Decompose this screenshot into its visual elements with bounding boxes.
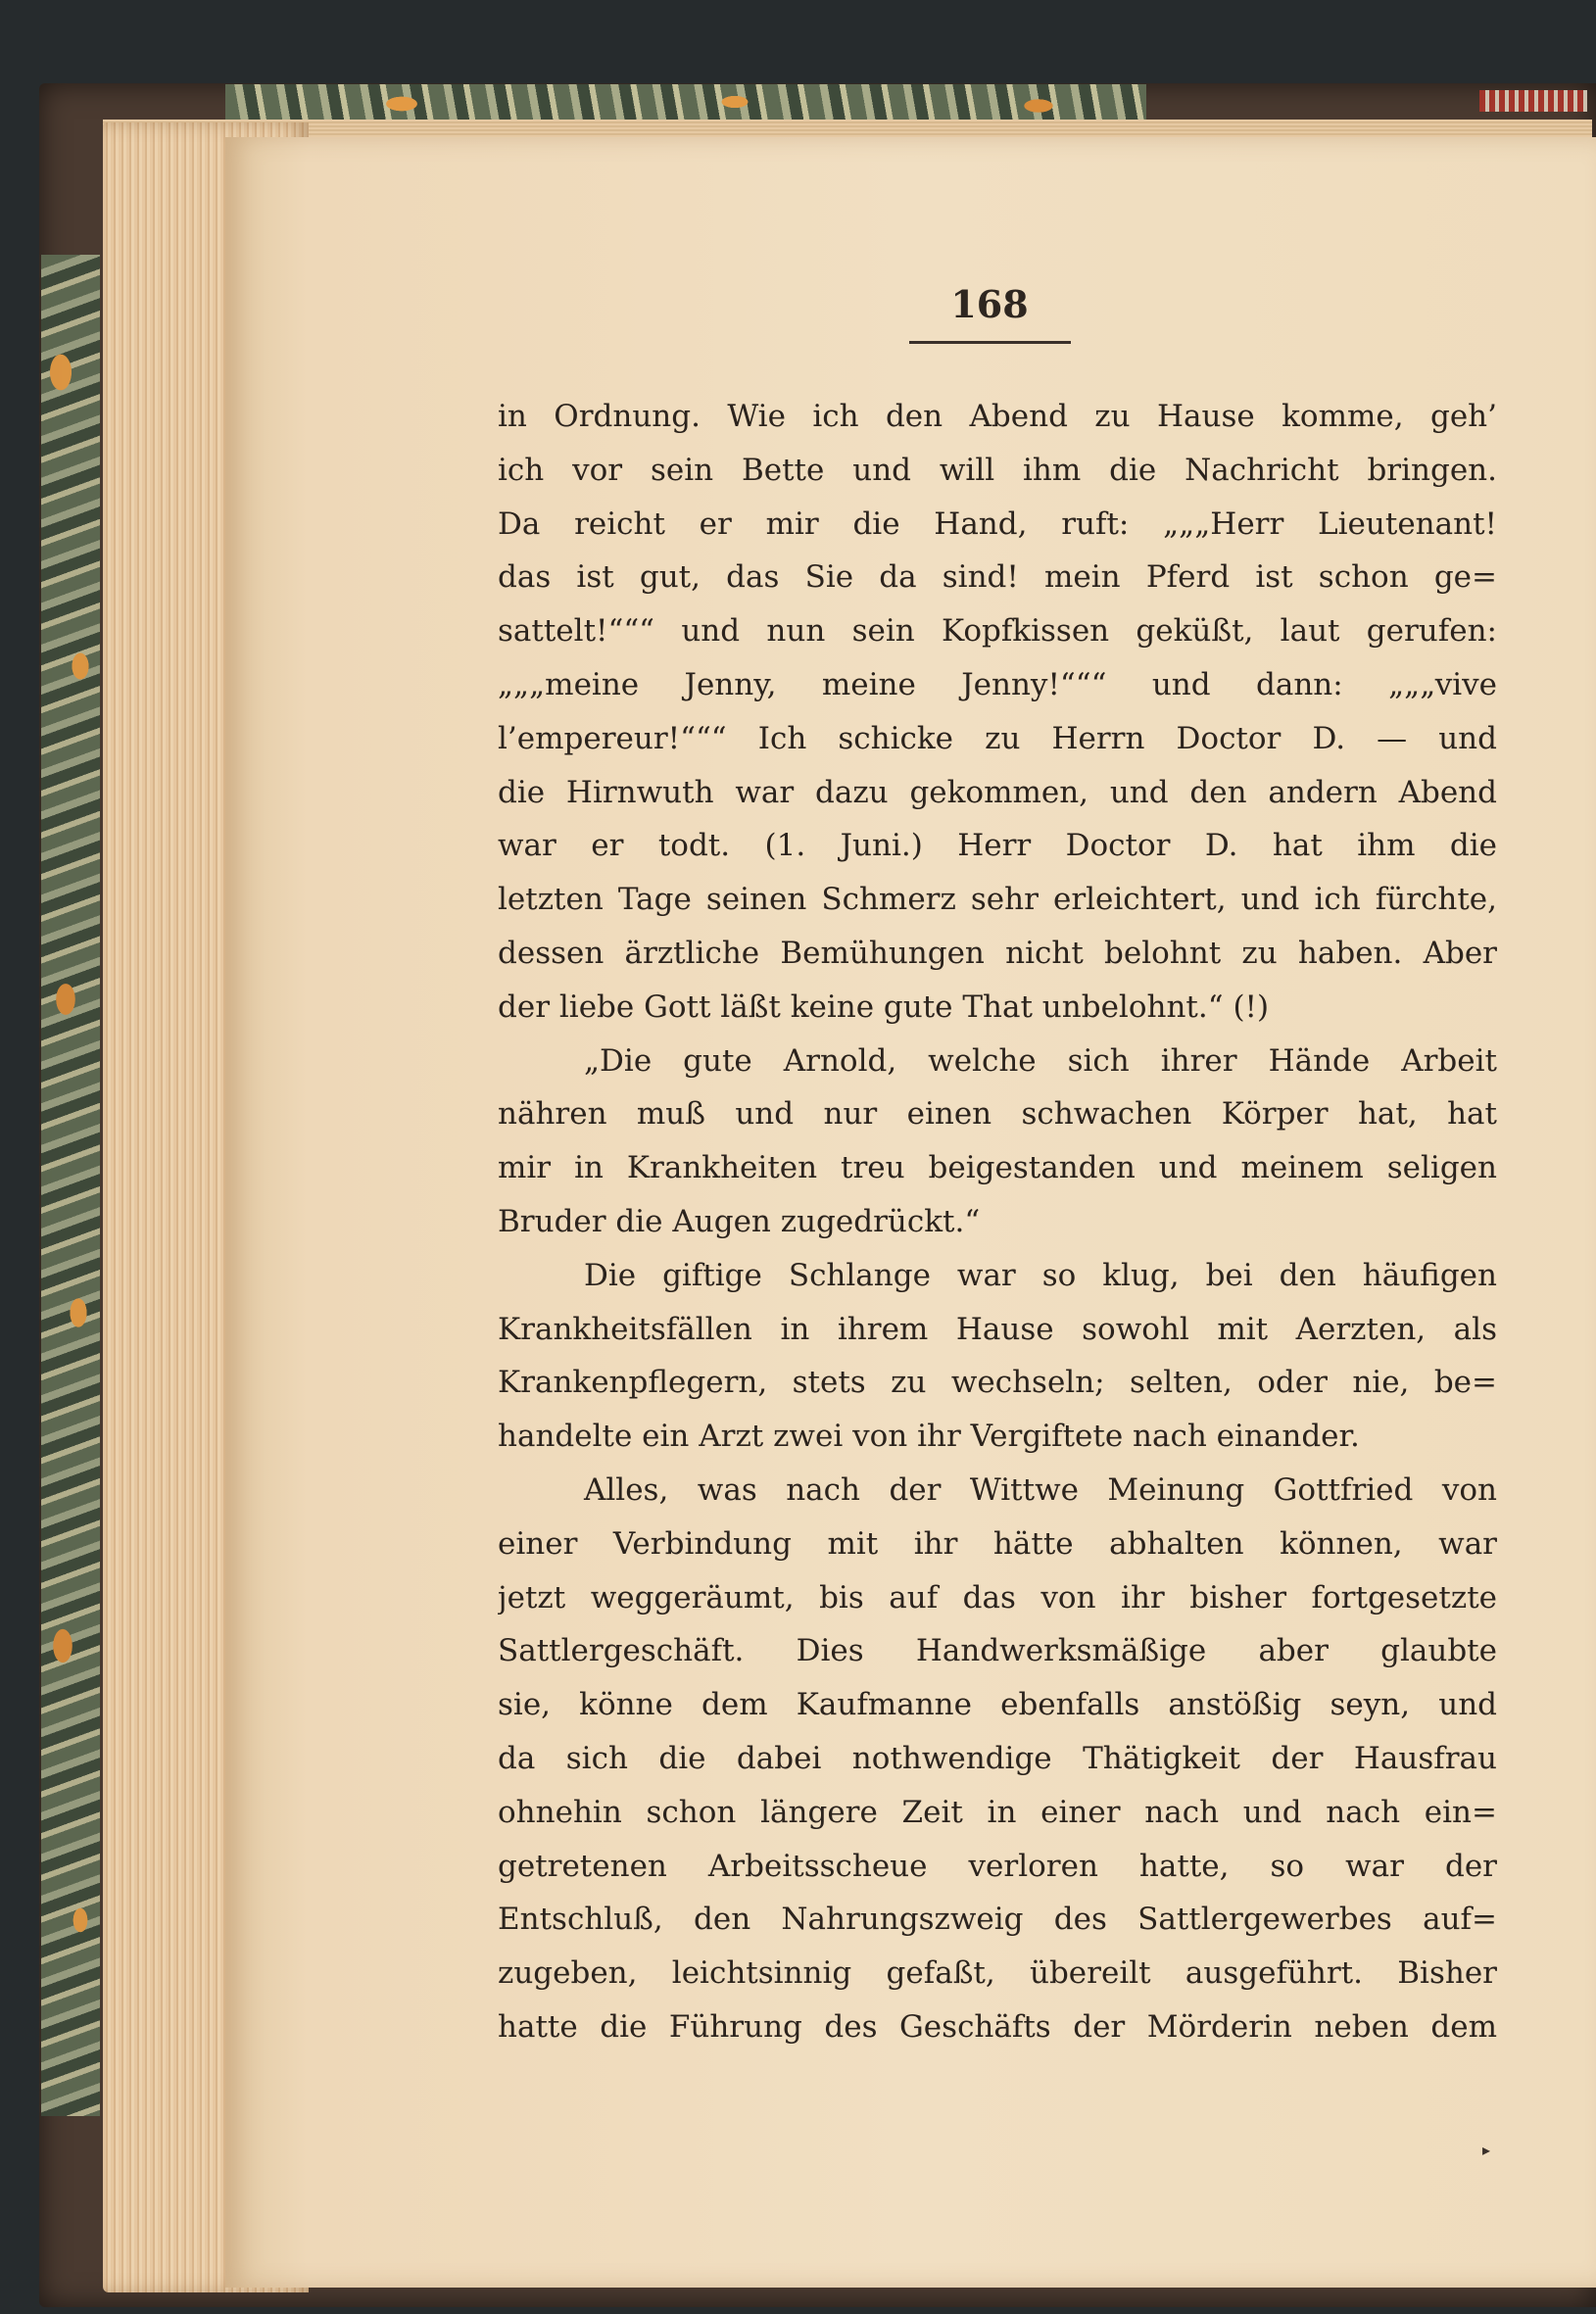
- text-line: hatte die Führung des Geschäfts der Mörderin neben dem: [498, 2008, 1497, 2045]
- text-line: „„„meine Jenny, meine Jenny!“““ und dann: „„„vive: [498, 666, 1497, 702]
- text-line: sattelt!“““ und nun sein Kopfkissen geküßt, laut gerufen:: [498, 613, 1497, 650]
- text-line: letzten Tage seinen Schmerz sehr erleichtert, und ich fürchte,: [498, 882, 1497, 918]
- text-line: jetzt weggeräumt, bis auf das von ihr bisher fortgesetzte: [498, 1579, 1497, 1615]
- bottom-mark: ▸: [1482, 2141, 1491, 2159]
- text-line: l’empereur!“““ Ich schicke zu Herrn Doctor D. — und: [498, 720, 1497, 756]
- page-number: 168: [950, 282, 1029, 326]
- text-line: einer Verbindung mit ihr hätte abhalten können, war: [498, 1525, 1497, 1562]
- page-number-rule: [909, 341, 1071, 344]
- text-line: der liebe Gott läßt keine gute That unbelohnt.“ (!): [498, 988, 1270, 1025]
- text-line: ich vor sein Bette und will ihm die Nachricht bringen.: [498, 452, 1497, 488]
- text-line: ohnehin schon längere Zeit in einer nach und nach ein=: [498, 1794, 1497, 1830]
- body-text: [498, 390, 1497, 2054]
- text-line: in Ordnung. Wie ich den Abend zu Hause komme, geh’: [498, 399, 1497, 434]
- headband: [1479, 90, 1587, 112]
- marbled-endpaper-left: [41, 255, 100, 2116]
- text-line: dessen ärztliche Bemühungen nicht belohnt zu haben. Aber: [498, 935, 1497, 971]
- text-line: handelte ein Arzt zwei von ihr Vergiftete nach einander.: [498, 1419, 1360, 1455]
- text-line: Alles, was nach der Wittwe Meinung Gottfried von: [584, 1471, 1497, 1508]
- text-line: war er todt. (1. Juni.) Herr Doctor D. hat ihm die: [498, 828, 1497, 864]
- text-line: Die giftige Schlange war so klug, bei den häufigen: [584, 1257, 1497, 1293]
- text-line: das ist gut, das Sie da sind! mein Pferd ist schon ge=: [498, 559, 1497, 596]
- text-line: mir in Krankheiten treu beigestanden und meinem seligen: [498, 1150, 1497, 1186]
- text-line: „Die gute Arnold, welche sich ihrer Hände Arbeit: [584, 1042, 1497, 1079]
- text-line: Da reicht er mir die Hand, ruft: „„„Herr Lieutenant!: [498, 506, 1497, 542]
- text-line: nähren muß und nur einen schwachen Körper hat, hat: [498, 1096, 1497, 1133]
- text-line: Bruder die Augen zugedrückt.“: [498, 1203, 981, 1239]
- text-line: getretenen Arbeitsscheue verloren hatte, so war der: [498, 1848, 1497, 1884]
- text-line: Sattlergeschäft. Dies Handwerksmäßige aber glaubte: [498, 1633, 1497, 1669]
- text-line: da sich die dabei nothwendige Thätigkeit der Hausfrau: [498, 1740, 1497, 1776]
- text-line: Entschluß, den Nahrungszweig des Sattlergewerbes auf=: [498, 1902, 1497, 1938]
- text-line: Krankheitsfällen in ihrem Hause sowohl mit Aerzten, als: [498, 1311, 1497, 1347]
- text-line: zugeben, leichtsinnig gefaßt, übereilt ausgeführt. Bisher: [498, 1955, 1497, 1992]
- text-line: Krankenpflegern, stets zu wechseln; selten, oder nie, be=: [498, 1365, 1497, 1401]
- marbled-endpaper-top: [225, 84, 1146, 123]
- text-line: die Hirnwuth war dazu gekommen, und den andern Abend: [498, 774, 1497, 810]
- text-line: sie, könne dem Kaufmanne ebenfalls anstößig seyn, und: [498, 1687, 1497, 1723]
